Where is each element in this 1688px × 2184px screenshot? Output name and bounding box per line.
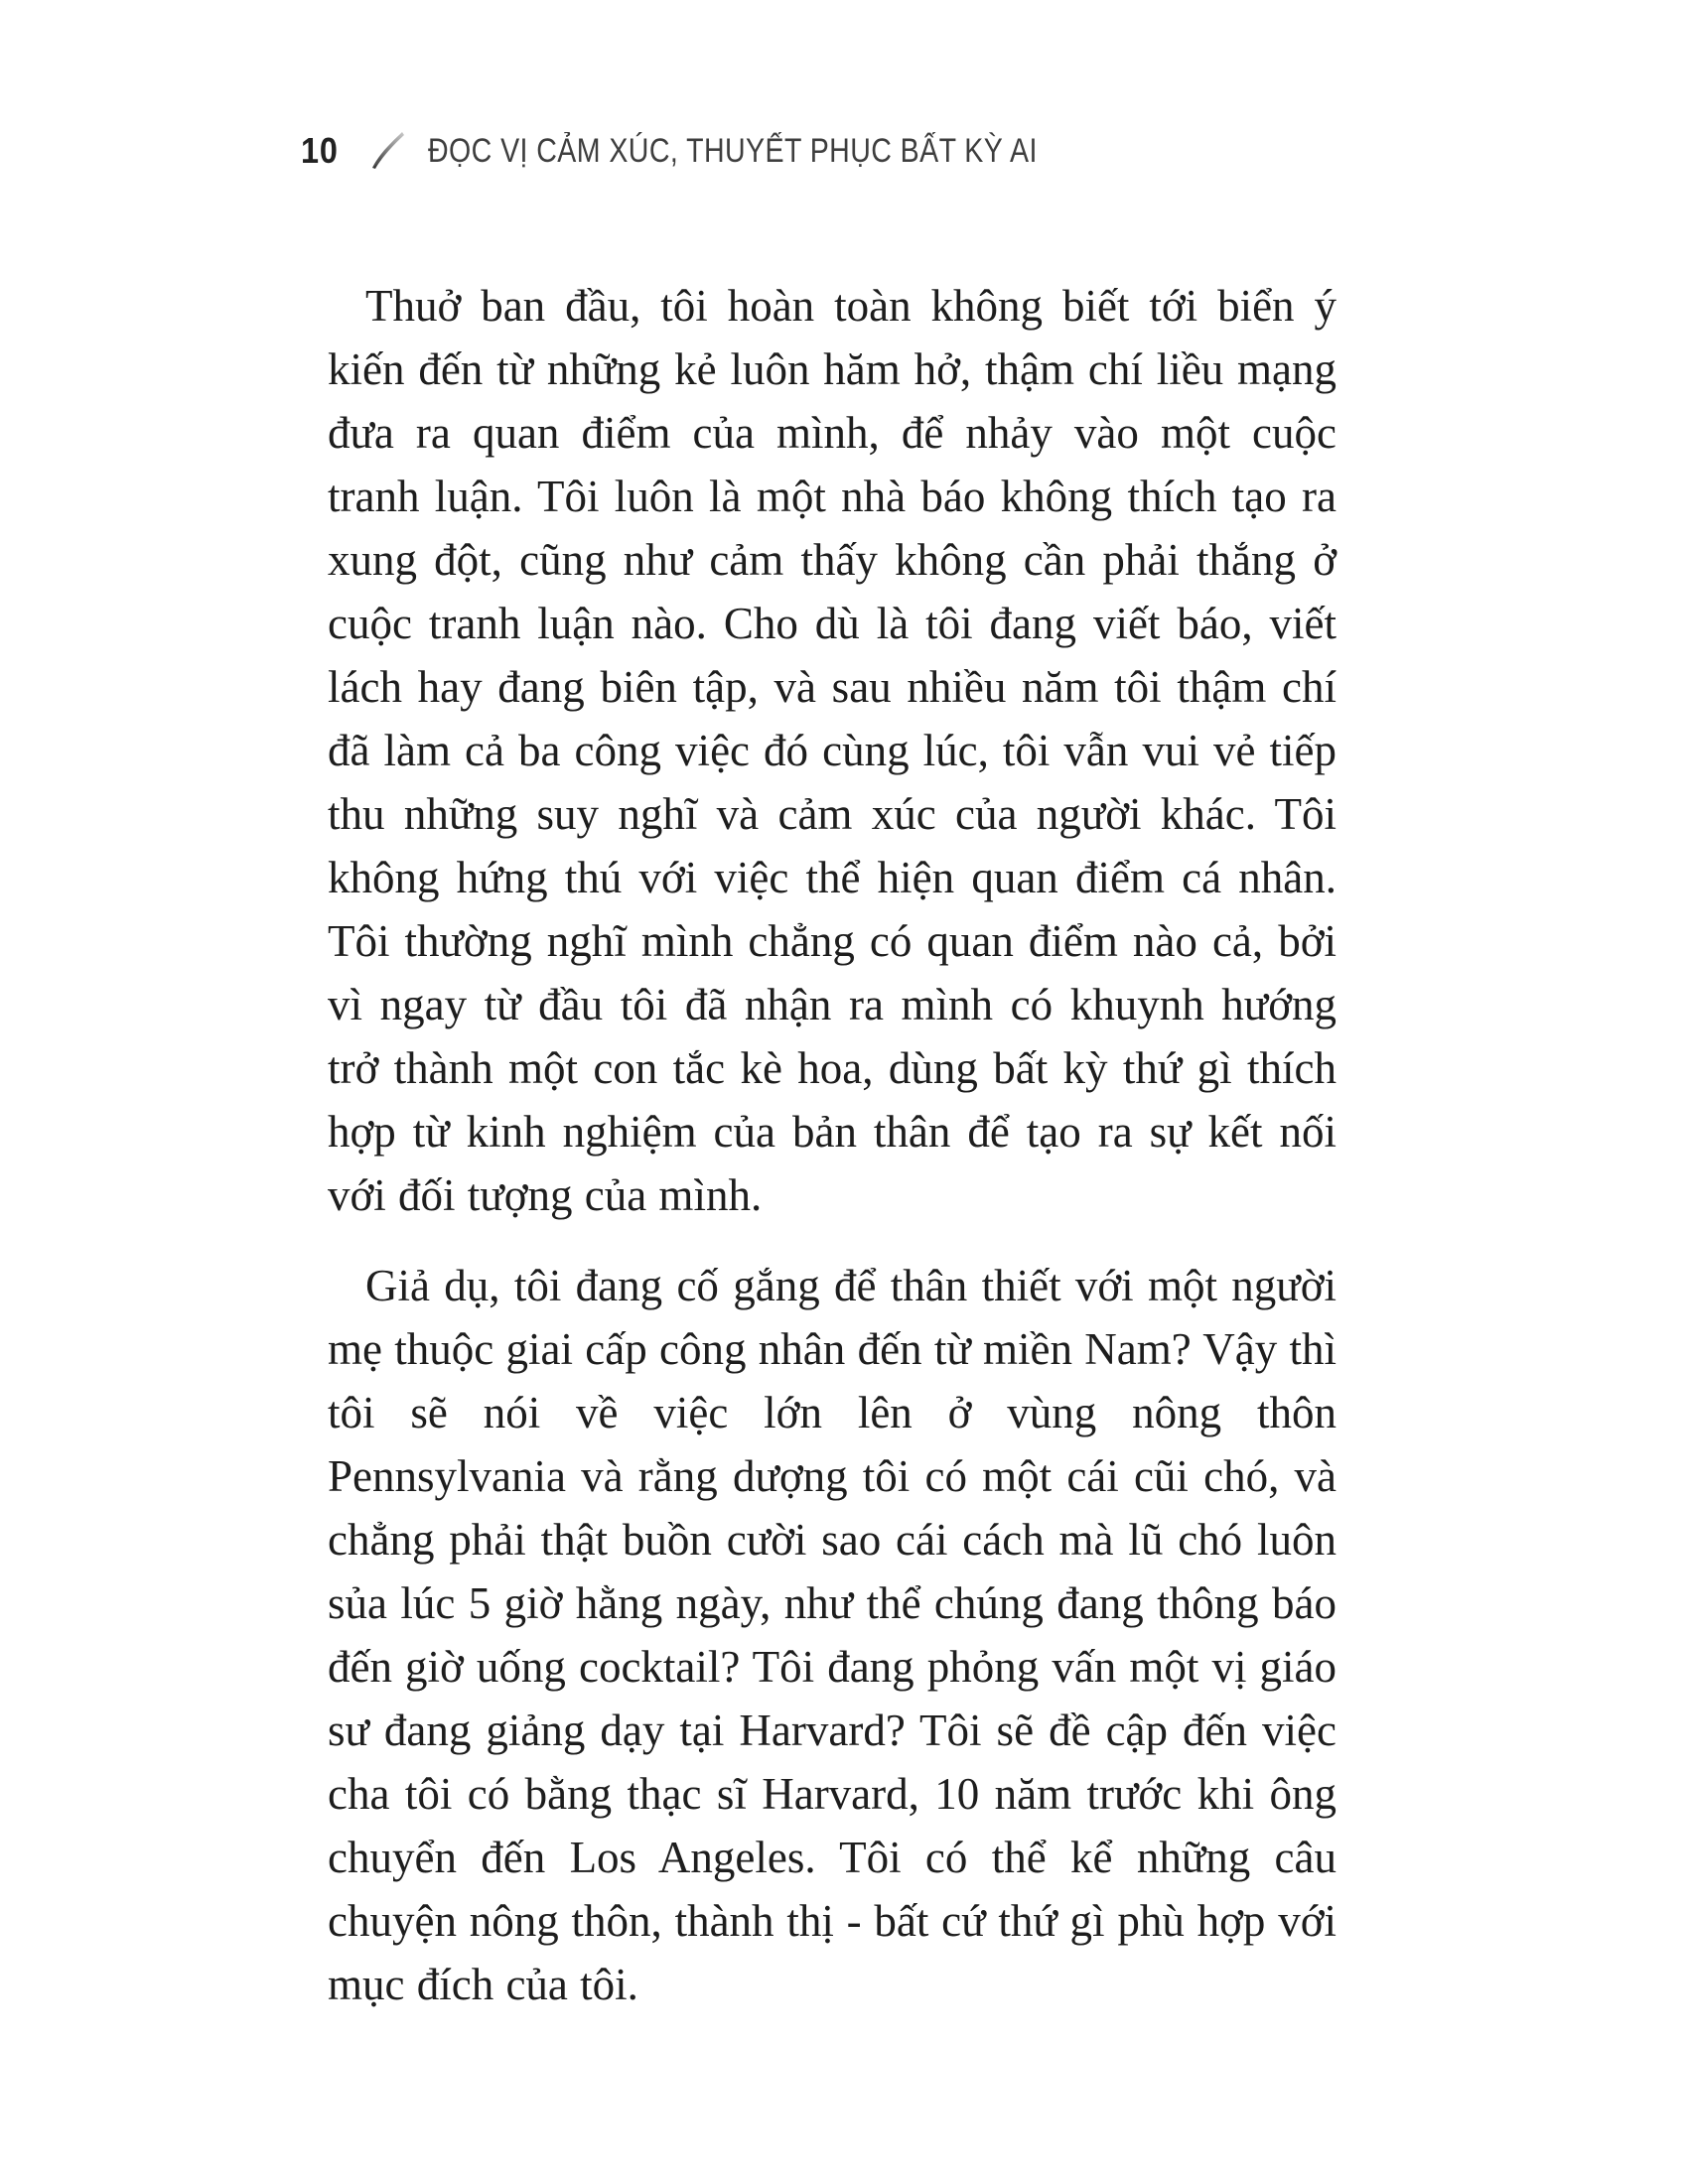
quill-feather-icon bbox=[366, 130, 408, 172]
body-text bbox=[328, 274, 1336, 2043]
paragraph-2: Giả dụ, tôi đang cố gắng để thân thiết với một người mẹ thuộc giai cấp công nhân đến từ miền Nam? Vậy thì tôi sẽ nói về việc lớn lên ở vùng nông thôn Pennsylvania và rằng dượng tôi có một cái cũi chó, và chẳng phải thật buồn cười sao cái cách mà lũ chó luôn sủa lúc 5 giờ hằng ngày, như thể chúng đang thông báo đến giờ uống cocktail? Tôi đang phỏng vấn một vị giáo sư đang giảng dạy tại Harvard? Tôi sẽ đề cập đến việc cha tôi có bằng thạc sĩ Harvard, 10 năm trước khi ông chuyển đến Los Angeles. Tôi có thể kể những câu chuyện nông thôn, thành thị - bất cứ thứ gì phù hợp với mục đích của tôi. bbox=[328, 1261, 1336, 2009]
page-header bbox=[301, 129, 1154, 173]
page-number: 10 bbox=[301, 130, 339, 171]
paragraph-1: Thuở ban đầu, tôi hoàn toàn không biết tới biển ý kiến đến từ những kẻ luôn hăm hở, thậm chí liều mạng đưa ra quan điểm của mình, để nhảy vào một cuộc tranh luận. Tôi luôn là một nhà báo không thích tạo ra xung đột, cũng như cảm thấy không cần phải thắng ở cuộc tranh luận nào. Cho dù là tôi đang viết báo, viết lách hay đang biên tập, và sau nhiều năm tôi thậm chí đã làm cả ba công việc đó cùng lúc, tôi vẫn vui vẻ tiếp thu những suy nghĩ và cảm xúc của người khác. Tôi không hứng thú với việc thể hiện quan điểm cá nhân. Tôi thường nghĩ mình chẳng có quan điểm nào cả, bởi vì ngay từ đầu tôi đã nhận ra mình có khuynh hướng trở thành một con tắc kè hoa, dùng bất kỳ thứ gì thích hợp từ kinh nghiệm của bản thân để tạo ra sự kết nối với đối tượng của mình. bbox=[328, 281, 1336, 1220]
running-header-title: ĐỌC VỊ CẢM XÚC, THUYẾT PHỤC BẤT KỲ AI bbox=[428, 131, 1038, 170]
